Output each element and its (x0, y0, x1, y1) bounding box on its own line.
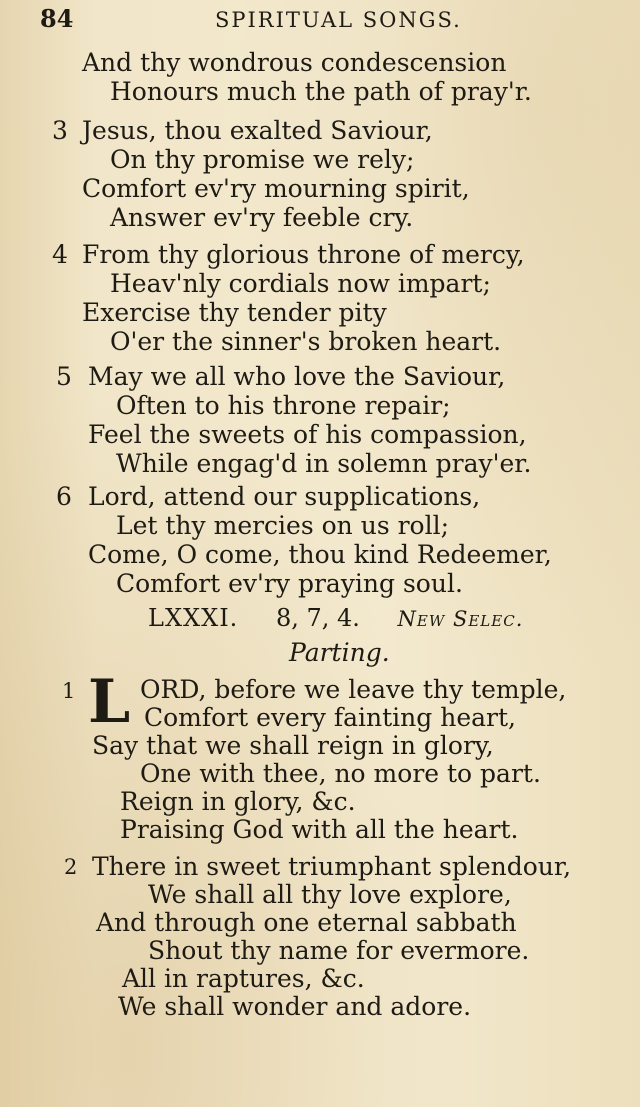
verse-line: We shall wonder and adore. (118, 992, 472, 1021)
hymn-subtitle: Parting. (289, 638, 390, 667)
verse-line: Reign in glory, &c. (120, 787, 356, 816)
verse-line: And through one eternal sabbath (96, 908, 517, 937)
hymn-number: LXXXI. (148, 604, 239, 632)
hymn-tune: New Selec. (397, 607, 524, 631)
verse-line: Answer ev'ry feeble cry. (110, 203, 414, 232)
verse-line: There in sweet triumphant splendour, (92, 852, 572, 881)
verse-line: While engag'd in solemn pray'er. (116, 449, 532, 478)
verse-line: ORD, before we leave thy temple, (140, 675, 567, 704)
hymn-meter: 8, 7, 4. (275, 604, 360, 632)
verse-line: May we all who love the Saviour, (88, 362, 506, 391)
verse-line: Jesus, thou exalted Saviour, (82, 116, 433, 145)
verse-line: Praising God with all the heart. (120, 815, 519, 844)
stanza-number: 1 (62, 679, 76, 703)
verse-line: Often to his throne repair; (116, 391, 451, 420)
verse-line: Let thy mercies on us roll; (116, 511, 450, 540)
verse-line: Comfort ev'ry praying soul. (116, 569, 463, 598)
verse-line: Comfort ev'ry mourning spirit, (82, 174, 470, 203)
verse-line: Come, O come, thou kind Redeemer, (88, 540, 552, 569)
verse-line: One with thee, no more to part. (140, 759, 541, 788)
drop-cap: L (88, 667, 131, 737)
verse-line: Exercise thy tender pity (82, 298, 387, 327)
verse-line: Shout thy name for evermore. (148, 936, 530, 965)
verse-line: Comfort every fainting heart, (144, 703, 516, 732)
verse-line: All in raptures, &c. (122, 964, 365, 993)
verse-line: On thy promise we rely; (110, 145, 415, 174)
stanza-number: 6 (56, 482, 72, 511)
running-head: SPIRITUAL SONGS. (215, 8, 462, 32)
verse-line: Feel the sweets of his compassion, (88, 420, 527, 449)
verse-line: Heav'nly cordials now impart; (110, 269, 491, 298)
verse-line: Say that we shall reign in glory, (92, 731, 494, 760)
verse-line: Honours much the path of pray'r. (110, 77, 532, 106)
hymn-heading (148, 604, 548, 638)
stanza-number: 4 (52, 240, 68, 269)
page-header (0, 2, 640, 38)
stanza-number: 2 (64, 855, 78, 879)
verse-line: And thy wondrous condescension (82, 48, 507, 77)
verse-line: From thy glorious throne of mercy, (82, 240, 525, 269)
stanza-number: 3 (52, 116, 68, 145)
verse-line: O'er the sinner's broken heart. (110, 327, 502, 356)
verse-line: Lord, attend our supplications, (88, 482, 481, 511)
verse-line: We shall all thy love explore, (148, 880, 512, 909)
page-number: 84 (40, 4, 74, 33)
stanza-number: 5 (56, 362, 72, 391)
